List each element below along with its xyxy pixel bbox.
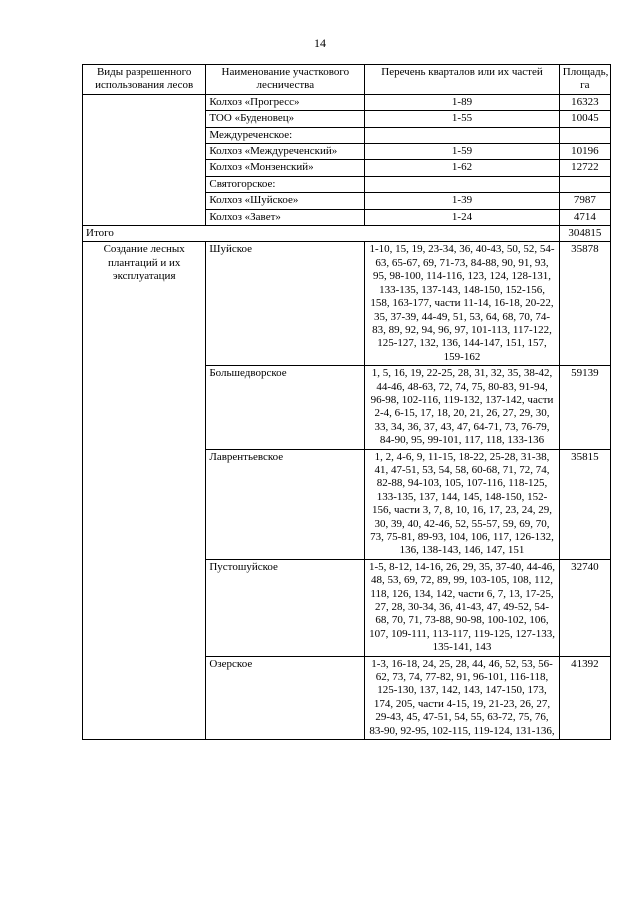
area-value: 10045 — [559, 111, 610, 127]
quarters-list — [365, 127, 559, 143]
header-area: Площадь, га — [559, 65, 610, 95]
forestry-name: Шуйское — [206, 242, 365, 366]
forestry-name: Колхоз «Монзенский» — [206, 160, 365, 176]
forestry-name: Пустошуйское — [206, 559, 365, 656]
forestry-name: Колхоз «Междуреченский» — [206, 144, 365, 160]
total-label: Итого — [83, 226, 560, 242]
quarters-list — [365, 176, 559, 192]
quarters-list: 1, 2, 4-6, 9, 11-15, 18-22, 25-28, 31-38, 41, 47-51, 53, 54, 58, 60-68, 71, 72, 74, 82-88, 94-103, 105, 107-116, 118-125, 133-135, 137, 144, 145, 148-150, 152-156, части 3, 7, 8, 10, 16, 17, 23, 24, 29, 30, 39, 40, 42-46, 52, 55-57, 59, 69, 70, 73, 75-81, 89-93, 104, 106, 117, 126-132, 136, 138-143, 146, 147, 151 — [365, 449, 559, 559]
area-value: 59139 — [559, 366, 610, 449]
use-type-cell-continued — [83, 94, 206, 225]
total-row — [83, 226, 611, 242]
area-value: 10196 — [559, 144, 610, 160]
quarters-list: 1-89 — [365, 94, 559, 110]
quarters-list: 1, 5, 16, 19, 22-25, 28, 31, 32, 35, 38-42, 44-46, 48-63, 72, 74, 75, 80-83, 91-94, 96-98, 102-116, 119-132, 137-142, части 2-4, 6-15, 17, 18, 20, 21, 26, 27, 29, 30, 33, 34, 36, 37, 43, 47, 64-71, 73, 76-79, 84-90, 95, 99-101, 117, 118, 133-136 — [365, 366, 559, 449]
forest-use-table — [82, 64, 611, 740]
area-value: 16323 — [559, 94, 610, 110]
quarters-list: 1-3, 16-18, 24, 25, 28, 44, 46, 52, 53, 56-62, 73, 74, 77-82, 91, 96-101, 116-118, 125-130, 137, 142, 143, 147-150, 173, 174, 205, части 4-15, 19, 21-23, 26, 27, 29-43, 45, 47-51, 54, 55, 63-72, 75, 76, 83-90, 92-95, 102-115, 119-124, 131-136, — [365, 656, 559, 739]
table-header-row — [83, 65, 611, 95]
forestry-name: Большедворское — [206, 366, 365, 449]
area-value: 41392 — [559, 656, 610, 739]
quarters-list: 1-39 — [365, 193, 559, 209]
quarters-list: 1-10, 15, 19, 23-34, 36, 40-43, 50, 52, 54-63, 65-67, 69, 71-73, 84-88, 90, 91, 93, 95, 98-100, 114-116, 123, 124, 128-131, 133-135, 137-143, 148-150, 152-156, 158, 163-177, части 11-14, 16-18, 20-22, 35, 37-39, 44-49, 51, 53, 64, 68, 70, 74-83, 89, 92, 94, 96, 97, 101-113, 117-122, 125-127, 132, 136, 144-147, 151, 157, 159-162 — [365, 242, 559, 366]
area-value: 4714 — [559, 209, 610, 225]
forestry-name: Святогорское: — [206, 176, 365, 192]
total-area: 304815 — [559, 226, 610, 242]
use-type: Создание лесных плантаций и их эксплуатация — [83, 242, 206, 740]
quarters-list: 1-5, 8-12, 14-16, 26, 29, 35, 37-40, 44-46, 48, 53, 69, 72, 89, 99, 103-105, 108, 112, 118, 126, 134, 142, части 6, 7, 13, 17-25, 27, 28, 30-34, 36, 41-43, 47, 49-52, 54-68, 70, 71, 73-88, 90-98, 100-102, 106, 107, 109-111, 113-117, 119-125, 127-133, 135-141, 143 — [365, 559, 559, 656]
quarters-list: 1-24 — [365, 209, 559, 225]
area-value: 12722 — [559, 160, 610, 176]
table-row — [83, 242, 611, 366]
quarters-list: 1-55 — [365, 111, 559, 127]
forestry-name: Колхоз «Прогресс» — [206, 94, 365, 110]
quarters-list: 1-59 — [365, 144, 559, 160]
area-value: 32740 — [559, 559, 610, 656]
forestry-name: Лаврентьевское — [206, 449, 365, 559]
forestry-name: Междуреченское: — [206, 127, 365, 143]
area-value — [559, 127, 610, 143]
area-value: 35815 — [559, 449, 610, 559]
table-row — [83, 94, 611, 110]
header-use-type: Виды разрешенного использования лесов — [83, 65, 206, 95]
forestry-name: ТОО «Буденовец» — [206, 111, 365, 127]
area-value: 35878 — [559, 242, 610, 366]
forestry-name: Озерское — [206, 656, 365, 739]
header-quarters: Перечень кварталов или их частей — [365, 65, 559, 95]
quarters-list: 1-62 — [365, 160, 559, 176]
forestry-name: Колхоз «Шуйское» — [206, 193, 365, 209]
header-forestry-name: Наименование участкового лесничества — [206, 65, 365, 95]
area-value — [559, 176, 610, 192]
page-number: 14 — [314, 36, 326, 50]
forestry-name: Колхоз «Завет» — [206, 209, 365, 225]
area-value: 7987 — [559, 193, 610, 209]
